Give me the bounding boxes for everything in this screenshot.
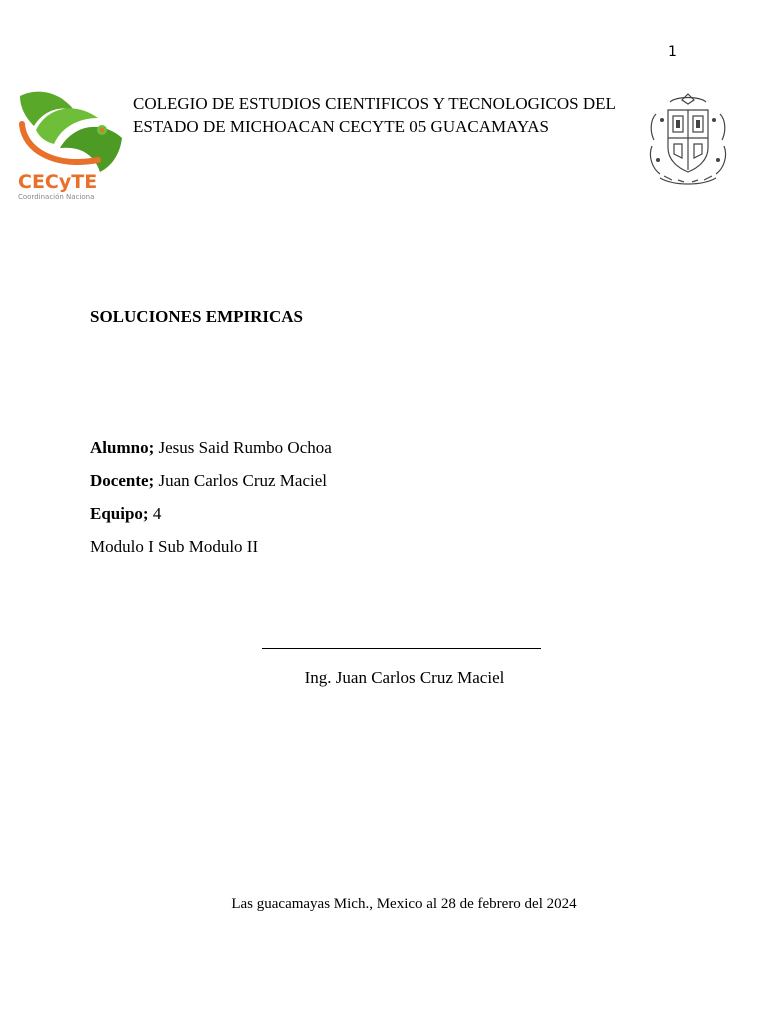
signature-line bbox=[262, 648, 541, 649]
teacher-name: Juan Carlos Cruz Maciel bbox=[158, 471, 327, 490]
page-number: 1 bbox=[668, 44, 677, 60]
cecyte-logo-icon bbox=[14, 88, 126, 200]
team-label: Equipo; bbox=[90, 504, 149, 523]
signature-name: Ing. Juan Carlos Cruz Maciel bbox=[304, 668, 505, 687]
cecyte-logo-text: CECyTE bbox=[18, 171, 98, 193]
teacher-label: Docente; bbox=[90, 471, 155, 490]
document-title: SOLUCIONES EMPIRICAS bbox=[90, 307, 304, 326]
student-name: Jesus Said Rumbo Ochoa bbox=[158, 438, 332, 457]
institution-title: COLEGIO DE ESTUDIOS CIENTIFICOS Y TECNOLOGICOS DEL ESTADO DE MICHOACAN CECYTE 05 GUACAMAYAS bbox=[133, 94, 616, 136]
team-line bbox=[90, 504, 161, 524]
student-label: Alumno; bbox=[90, 438, 155, 457]
team-number: 4 bbox=[152, 504, 162, 523]
module-line: Modulo I Sub Modulo II bbox=[90, 537, 259, 556]
cecyte-logo-subtext: Coordinación Naciona bbox=[18, 193, 95, 200]
place-date: Las guacamayas Mich., Mexico al 28 de febrero del 2024 bbox=[231, 896, 577, 912]
teacher-line bbox=[90, 471, 327, 491]
coat-of-arms-seal-icon bbox=[648, 90, 728, 188]
student-line bbox=[90, 438, 332, 458]
